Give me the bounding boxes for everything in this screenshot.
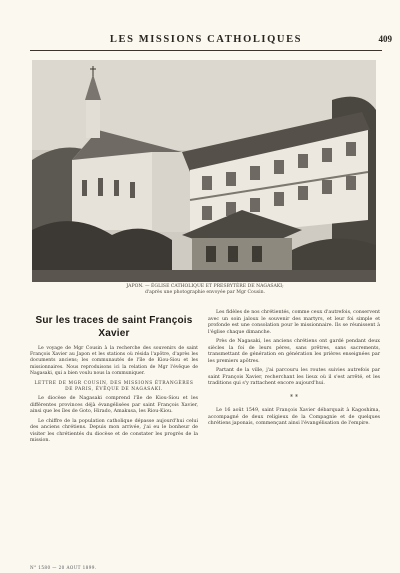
article-lead: Le voyage de Mgr Cousin à la recherche des souvenirs de saint François Xavier au Japon et les stations où résida l'apôtre, d'après les documents anciens; les communautés de l'île de Kiou-Siou et les missionnaires. Nous reproduisons ici la relation de Mgr l'évêque de Nagasaki, qui a bien voulu nous la communiquer. [30, 346, 198, 376]
church-photograph [32, 60, 376, 282]
body-paragraph: Le 16 août 1549, saint François Xavier débarquait à Kagoshima, accompagné de deux religieux de la Compagnie et de quelques chrétiens japonais, commençant ainsi l'évangélisation de l'empire. [208, 408, 380, 427]
caption-line-2: d'après une photographie envoyée par Mgr Cousin. [144, 290, 266, 296]
body-paragraph: Le diocèse de Nagasaki comprend l'île de Kiou-Siou et les différentes provinces déjà évangélisées par saint François Xavier, ainsi que les îles de Goto, Hirado, Amakusa, les Riou-Kiou. [30, 396, 198, 415]
running-header [30, 34, 392, 48]
body-paragraph: Partant de la ville, j'ai parcouru les routes suivies autrefois par saint François Xavier, recherchant les lieux où il s'est arrêté, et les traditions qui s'y rattachent encore aujourd'hui. [208, 368, 380, 387]
body-paragraph: Les fidèles de nos chrétientés, comme ceux d'autrefois, conservent avec un soin jaloux le souvenir des martyrs, et leur foi simple et profonde est une consolation pour le missionnaire. Ils se réunissent à l'église chaque dimanche. [208, 310, 380, 335]
right-column [208, 310, 380, 431]
publication-title: LES MISSIONS CATHOLIQUES [109, 34, 303, 45]
body-paragraph: Près de Nagasaki, les anciens chrétiens ont gardé pendant deux siècles la foi de leurs pères, sans prêtres, sans sacrements, transmettant de génération en génération les prières enseignées par les premiers apôtres. [208, 339, 380, 364]
body-paragraph: Le chiffre de la population catholique dépasse aujourd'hui celui des anciens chrétiens. Depuis mon arrivée, j'ai eu le bonheur de visiter les chrétientés du diocèse et de constater les progrès de la mission. [30, 418, 198, 444]
caption-line-1: JAPON. — ÉGLISE CATHOLIQUE ET PRESBYTÈRE DE NAGASAKI; [126, 284, 284, 289]
header-rule [30, 50, 382, 51]
issue-footer: N° 1580 — 20 AOUT 1899. [30, 565, 97, 570]
section-separator: * * [290, 394, 298, 402]
photo-illustration [32, 60, 376, 282]
article-title: Sur les traces de saint François Xavier [35, 315, 193, 339]
left-column [30, 310, 198, 448]
photo-caption [40, 284, 370, 296]
letter-heading: LETTRE DE MGR COUSIN, DES MISSIONS ÉTRANGÈRES DE PARIS, ÉVÊQUE DE NAGASAKI. [34, 381, 194, 393]
page-number: 409 [378, 34, 392, 44]
